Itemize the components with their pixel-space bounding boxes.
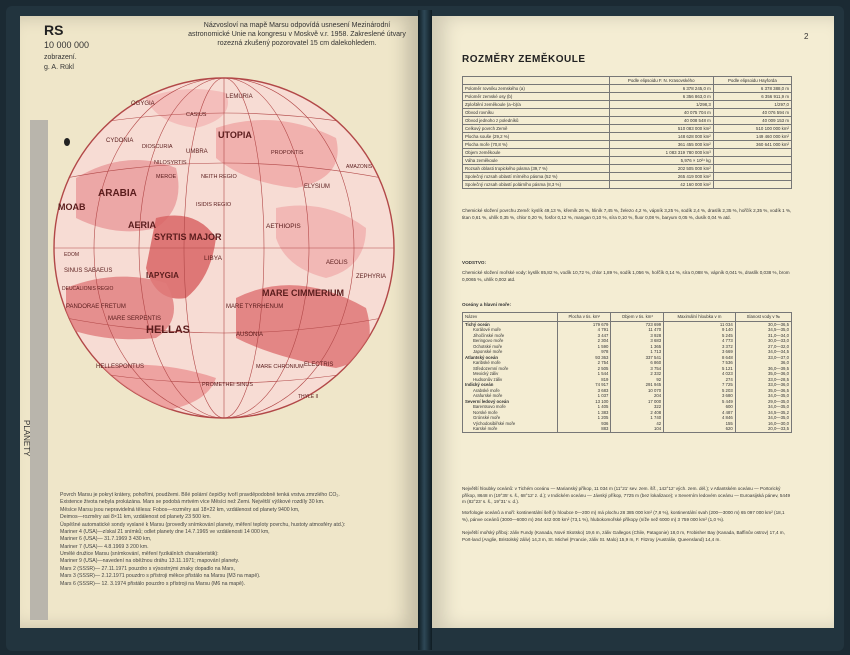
label-ausonia: AUSONIA [236,332,264,338]
tab-label: PLANETY [22,420,31,457]
label-meroe: MEROE [156,174,177,180]
table-cell: 6 378 245,0 m [609,85,713,93]
table-cell: 34,0—35,0 [735,404,791,410]
mars-hemisphere-svg [36,68,404,426]
table-row [463,181,792,189]
table-cell: 1 405 [558,404,611,410]
table-cell: 1 083 319 780 000 km³ [609,149,713,157]
label-deucalionis-regio: DEUCALIONIS REGIO [62,286,114,292]
table-cell: 7 536 [664,360,736,366]
label-cydonia: CYDONIA [106,138,134,144]
map-scale: 10 000 000 [44,40,90,50]
table-cell: 337 541 [611,355,664,361]
table-cell: Mexický záliv [463,371,558,377]
column-header: Objem v tis. km³ [611,313,664,322]
table-cell: Grónské moře [463,415,558,421]
table-cell: Společný rozsah oblastí mírného pásma (52 %) [463,173,610,181]
table-cell: 3 683 [611,338,664,344]
table-cell: Karibské moře [463,360,558,366]
mars-legend [60,492,410,588]
table-cell: Celkový povrch Země [463,125,610,133]
label-iapygia: IAPYGIA [146,271,179,280]
table-cell: Rozsah oblasti tropického pásma (39,7 %) [463,165,610,173]
label-thyle-ii: THYLE II [298,394,319,400]
table-cell: Obvod rovníku [463,109,610,117]
table-cell: 3 447 [558,333,611,339]
table-cell: 40 075 704 m [609,109,713,117]
label-elysium: ELYSIUM [304,184,330,190]
legend-line: Mariner 6 (USA)— 31.7.1969 3 430 km, [60,536,152,543]
column-header: Slanost vody v ‰ [735,313,791,322]
legend-line: Umělé družice Marsu (snímkování, měření fyzikálních charakteristik): [60,551,219,557]
table-cell: 179 679 [558,321,611,327]
table-row [463,101,792,109]
page-title: ROZMĚRY ZEMĚKOULE [462,54,586,65]
table-cell: 16,0—30,0 [735,421,791,427]
table-cell: 5,976 × 10²⁴ kg [609,157,713,165]
table-cell: Středozemní moře [463,366,558,372]
table-cell: 2 304 [558,338,611,344]
oceans-heading: Oceány a hlavní moře: [462,302,512,307]
table-cell: 4 487 [664,410,736,416]
naming-note: Názvosloví na mapě Marsu odpovídá usnesení Mezinárodní astronomické Unie na kongresu v Moskvě v.r. 1958. Zakreslené útvary rozezná zkušený pozorovatel 15 cm dalekohledem. [188,22,406,47]
table-cell: Barentsovo moře [463,404,558,410]
table-cell: 291 945 [611,382,664,388]
table-cell: Japonské moře [463,349,558,355]
label-amazonis: AMAZONIS [346,164,373,170]
table-cell: Severní ledový oceán [463,399,558,405]
table-cell: Plocha moře (70,8 %) [463,141,610,149]
table-cell: 33,0—36,0 [735,382,791,388]
table-cell: Karské moře [463,426,558,432]
book-spine [418,10,432,650]
table-cell [713,165,791,173]
table-cell: 13 100 [558,399,611,405]
table-cell: 40 009 153 m [713,117,791,125]
table-cell: Společný rozsah oblastí polárního pásma (8,3 %) [463,181,610,189]
chemical-composition-sea: Chemické složení mořské vody: kyslík 85,82 %, vodík 10,72 %, chlor 1,89 %, sodík 1,056 %, hořčík 0,14 %, síra 0,088 %, vápník 0,041 %, draslík 0,038 %, brom 0,0065 %, uhlík 0,002 atd. [462,270,790,282]
table-cell: 2 408 [611,410,664,416]
table-cell: 155 [664,421,736,427]
table-header-row [463,77,792,85]
table-cell [713,173,791,181]
label-pandorae-fretum: PANDORAE FRETUM [66,304,126,310]
tides-text: Největší mořský příboj: záliv Fundy (Kanada, Nové Skotsko) 19,6 m, záliv Gallegos (Chile, Patagonie) 18,0 m, Frobisher Bay (Kanada, Baffinův ostrov) 17,4 m, Port-land (Anglie, Bristolský záliv) 14,3 m, St. Michel (Francie, záliv St. Malo) 15,9 m, F. Fitzroy (Austrálie, Queensland) 14,4 m. [462,530,785,542]
legend-line: Existence života nebyla prokázána. Mars se podobá mrtvém více Měsíci než Zemi. Největší výškové rozdíly 30 km. [60,499,325,506]
label-zephyria: ZEPHYRIA [356,274,387,280]
table-cell: 10 070 [611,388,664,394]
label-nilosyrtis: NILOSYRTIS [154,160,187,166]
label-mare-tyrrhenum: MARE TYRRHENUM [226,304,284,310]
table-cell: 5 121 [664,366,736,372]
table-cell: 33,0—28,5 [735,377,791,383]
table-cell: 33,0—37,0 [735,355,791,361]
table-cell: Plocha souše (29,2 %) [463,133,610,141]
table-cell: 36,0—39,5 [735,366,791,372]
table-cell: 1 365 [611,344,664,350]
table-cell: Korálové moře [463,327,558,333]
label-aeria: AERIA [128,220,157,230]
table-cell: 265 419 000 km² [609,173,713,181]
table-cell: 600 [664,404,736,410]
table-row [463,149,792,157]
table-cell: 8 648 [664,355,736,361]
table-cell: 1/298,3 [609,101,713,109]
legend-line: Mariner 9 (USA)—navedení na oběžnou dráhu 13.11.1971; mapování planety. [60,558,240,565]
table-cell: 360 641 000 km² [713,141,791,149]
table-cell: 34,5—35,2 [735,410,791,416]
table-row [463,173,792,181]
label-dioscuria: DIOSCURIA [142,144,173,150]
table-cell: 6 356 863,0 m [609,93,713,101]
vodstvo-heading: VODSTVO: [462,260,486,265]
legend-line: Úspěšné automatické sondy vyslané k Marsu (provedly snímkování planety, měření teploty povrchu, hustoty atmosféry atd.): [60,521,346,528]
table-cell: 4 791 [558,327,611,333]
table-cell [713,157,791,165]
table-cell: 34,0—35,0 [735,393,791,399]
legend-line: Mariner 7 (USA)— 4.8.1969 3 200 km. [60,543,149,550]
column-header [463,77,610,85]
table-cell: 819 [558,377,611,383]
label-propontis: PROPONTIS [271,150,304,156]
table-row [463,133,792,141]
map-author: g. A. Rükl [44,64,74,71]
table-cell: 93 363 [558,355,611,361]
table-cell: 92 [611,377,664,383]
earth-dimensions-table [462,76,792,189]
table-cell: 104 [611,426,664,432]
table-cell: 35,0—36,5 [735,388,791,394]
table-cell: 3 928 [611,333,664,339]
table-cell: 30,0—33,0 [735,338,791,344]
table-cell: 31,0—34,0 [735,333,791,339]
table-cell: 27,0—32,0 [735,344,791,350]
table-row [463,125,792,133]
label-hellas: HELLAS [146,324,190,336]
table-cell: Poloměr zemské osy (b) [463,93,610,101]
table-cell: Atlantský oceán [463,355,558,361]
table-cell: 34,0—35,0 [735,415,791,421]
table-cell: Tichý oceán [463,321,558,327]
table-cell: 6 378 388,0 m [713,85,791,93]
table-cell: 148 628 000 km² [609,133,713,141]
label-mare-chronium: MARE CHRONIUM [256,364,304,370]
table-cell: Objem zeměkoule [463,149,610,157]
label-aethiopis: AETHIOPIS [266,223,301,230]
table-cell: 322 [611,404,664,410]
column-header: Podle elipsoidu Hayforda [713,77,791,85]
table-cell: Arafurské moře [463,393,558,399]
table-cell: Jihočínské moře [463,333,558,339]
table-cell: 6 356 911,9 m [713,93,791,101]
table-row [463,157,792,165]
column-header: Podle elipsoidu F. N. Krasovského [609,77,713,85]
table-cell: 5 203 [664,388,736,394]
table-cell: 361 455 000 km² [609,141,713,149]
table-cell: 74 917 [558,382,611,388]
table-cell: 11 470 [611,327,664,333]
label-libya: LIBYA [204,255,222,262]
table-cell: 883 [558,426,611,432]
table-cell: 978 [558,349,611,355]
table-cell: 3 683 [558,388,611,394]
label-hellespontus: HELLESPONTUS [96,364,145,370]
label-neith-regio: NEITH REGIO [201,174,237,180]
table-cell: Hudsonův záliv [463,377,558,383]
table-cell: Arabské moře [463,388,558,394]
table-cell: Indický oceán [463,382,558,388]
table-row [463,85,792,93]
label-promethei-sinus: PROMETHEI SINUS [202,382,254,388]
table-cell: 40 076 594 m [713,109,791,117]
table-cell: 510 100 000 km² [713,125,791,133]
table-cell: 1 590 [558,344,611,350]
table-cell: 36,0 [735,360,791,366]
table-cell: 7 725 [664,382,736,388]
table-cell: 1 205 [558,415,611,421]
chemical-composition-land: Chemické složení povrchu Země: kyslík 49,13 %, křemík 26 %, hliník 7,45 %, železo 4,2 %, vápník 3,25 %, sodík 2,4 %, draslík 2,35 %, hořčík 2,35 %, vodík 1 %, titan 0,61 %, uhlík 0,35 %, chlor 0,20 %, fosfor 0,12 %, mangan 0,10 %, síra 0,10 %, fluor 0,08 %, baryum 0,05 %, dusík 0,04 % atd. [462,208,792,220]
table-cell: 2 754 [558,360,611,366]
table-cell: Norské moře [463,410,558,416]
table-cell: 5 245 [664,333,736,339]
table-cell: Ochotské moře [463,344,558,350]
ocean-depths-text: Největší hloubky oceánů: v Tichém oceánu — Marianský příkop, 11 034 m (11°21′ sev. zem. šíř., 142°12′ vých. zem. dél.); v Atlantském oceánu — Portorický příkop, 8648 m (19°35′ s. š., 68°12′ z. d.); v Indickém oceánu — Jávský příkop, 7725 m (bez lokalizace); v Severním ledovém oceánu — Euroasijská pánev, 5449 m (82°23′ s. š., 19°31′ v. d.). [462,486,791,505]
table-cell: 620 [664,426,736,432]
table-row [463,93,792,101]
table-cell: 2 505 [558,366,611,372]
legend-line: Deimos—rozměry asi 8×11 km, vzdálenost od planety 23 500 km. [60,514,211,521]
map-projection: zobrazení. [44,54,77,61]
table-cell: 1 544 [558,371,611,377]
legend-line: Měsíce Marsu jsou nepravidelná tělesa: Fobos—rozměry asi 18×22 km, vzdálenost od planety 9400 km, [60,506,300,513]
label-lemuria: LEMURIA [226,94,253,100]
table-row [463,426,792,432]
legend-line: Povrch Marsu je pokryt krátery, pohořími, poudžemi. Bílé polární čepičky tvoří pravděpodobně tenká vrstva zmrzlého CO₂. [60,492,340,498]
label-mare-serpentis: MARE SERPENTIS [108,316,162,322]
label-isidis-regio: ISIDIS REGIO [196,202,232,208]
table-cell: 1 740 [611,415,664,421]
table-cell: 510 083 000 km² [609,125,713,133]
table-cell: 3 372 [664,344,736,350]
label-aeolis: AEOLIS [326,260,348,266]
table-cell: 34,0—34,5 [735,349,791,355]
table-cell: Poloměr rovníku zemského (a) [463,85,610,93]
table-cell: 42 [611,421,664,427]
table-cell: 1 383 [558,410,611,416]
label-electris: ELECTRIS [304,362,334,368]
map-title-fragment: RS [44,22,64,38]
label-sinus-sabaeus: SINUS SABAEUS [64,268,113,274]
table-cell [713,149,791,157]
legend-line: Mars 3 (SSSR)— 2.12.1971 pouzdro s přístroji měkce přistálo na Marsu (M3 na mapě). [60,573,261,580]
table-cell: Východosibiřské moře [463,421,558,427]
label-mare-cimmerium: MARE CIMMERIUM [262,288,344,298]
legend-line: Mariner 4 (USA)—získal 21 snímků; odlet planety dne 14.7.1965 ve vzdálenosti 14 000 km, [60,528,270,535]
table-cell: 2 332 [611,371,664,377]
table-cell: 42 160 000 km² [609,181,713,189]
label-arabia: ARABIA [98,188,137,199]
table-cell: 17 000 [611,399,664,405]
legend-line: Mars 6 (SSSR)— 12. 3.1974 přistálo pouzdro s přístroji na Marsu (M6 na mapě). [60,580,246,587]
oceans-table [462,312,792,433]
table-row [463,165,792,173]
table-cell [713,181,791,189]
table-cell: 40 008 548 m [609,117,713,125]
table-cell: 11 034 [664,321,736,327]
label-umbra: UMBRA [186,149,208,155]
table-row [463,109,792,117]
table-cell: 1/297,0 [713,101,791,109]
mars-map [36,68,404,426]
column-header: Plocha v tis. km² [558,313,611,322]
label-edom: EDOM [64,252,79,258]
ocean-morphology-text: Morfologie oceánů a moří: kontinentální šelf (v hloubce 0—200 m) má plochu 28 385 000 km² (7,8 %), kontinentální svah (200—3000 m) 65 097 000 km² (18,1 %), pánve oceánů (3000—6000 m) 264 442 000 km² (73,1 %), hlubokomořské příkopy (níže než 6000 m) 3 759 000 km² (1,0 %). [462,510,785,522]
table-cell: 20,0—33,5 [735,426,791,432]
table-header-row [463,313,792,322]
table-cell: 4 773 [664,338,736,344]
table-cell: 274 [664,377,736,383]
label-syrtis-major: SYRTIS MAJOR [154,232,222,242]
table-cell: 204 [611,393,664,399]
column-header: Maximální hloubka v m [664,313,736,322]
table-cell: 35,0—36,0 [735,371,791,377]
legend-line: Mars 2 (SSSR)— 27.11.1971 pouzdro s výsostnými znaky dopadlo na Mars, [60,565,235,572]
table-cell: 3 754 [611,366,664,372]
label-utopia: UTOPIA [218,130,252,140]
table-cell: 1 037 [558,393,611,399]
table-cell: 4 023 [664,371,736,377]
table-cell: 723 699 [611,321,664,327]
table-row [463,117,792,125]
table-cell: 30,0—36,5 [735,321,791,327]
table-cell: 3 669 [664,349,736,355]
column-header: Název [463,313,558,322]
table-cell: 4 846 [664,415,736,421]
table-cell: 34,5—35,0 [735,327,791,333]
label-casius: CASIUS [186,112,207,118]
table-cell: 3 680 [664,393,736,399]
label-ogygia: OGYGIA [131,101,155,107]
label-moab: MOAB [58,202,86,212]
table-cell: Beringovo moře [463,338,558,344]
table-cell: 5 449 [664,399,736,405]
table-cell: 202 505 000 km² [609,165,713,173]
table-row [463,141,792,149]
table-cell: 6 860 [611,360,664,366]
table-cell: 1 713 [611,349,664,355]
table-cell: Obvod jednoho z poledníků [463,117,610,125]
table-cell: Váha zeměkoule [463,157,610,165]
table-cell: 936 [558,421,611,427]
table-cell: 29,0—35,0 [735,399,791,405]
table-cell: 149 460 000 km² [713,133,791,141]
table-cell: Zploštění zeměkoule (a−b)/a [463,101,610,109]
table-cell: 9 140 [664,327,736,333]
page-number: 2 [804,32,809,41]
